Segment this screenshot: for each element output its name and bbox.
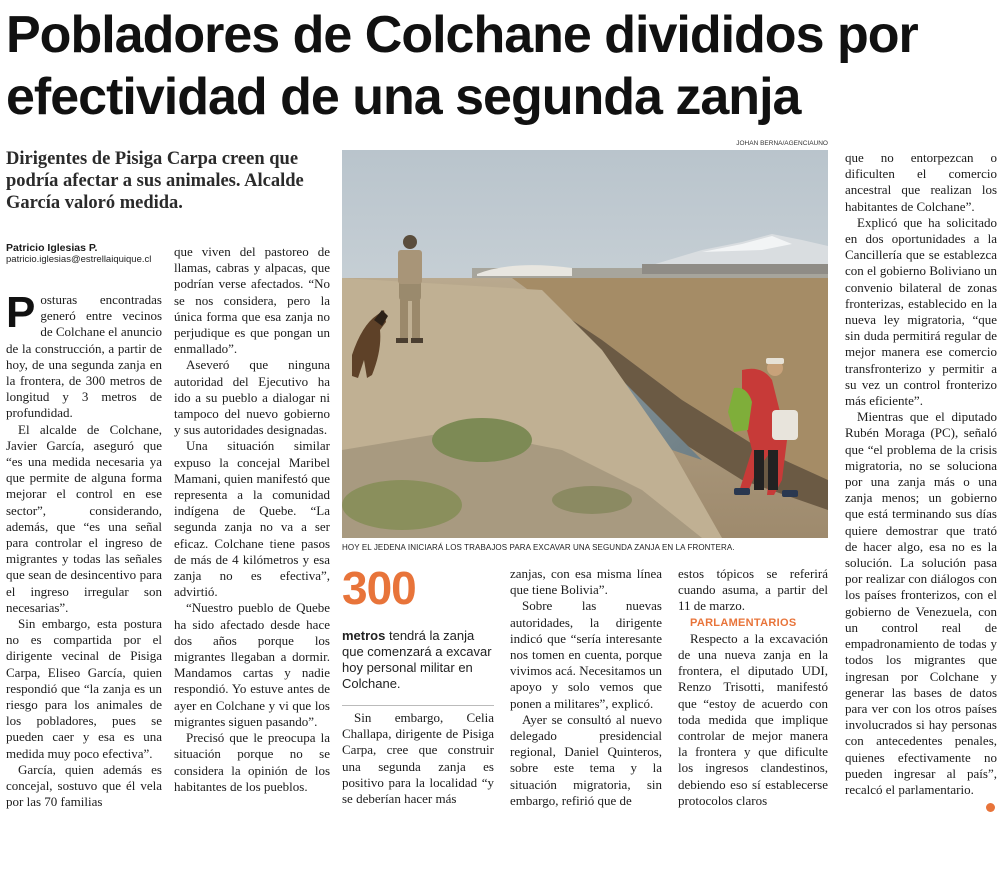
section-heading: PARLAMENTARIOS [690, 616, 797, 629]
subhead: Dirigentes de Pisiga Carpa creen que podría afectar a sus animales. Alcalde García valoró medida. [6, 149, 304, 213]
paragraph: “Nuestro pueblo de Quebe ha sido afectado desde hace dos años porque los migrantes llegaban a dormir. Mandamos cartas y nadie respondió. Yo estuve antes de ayer en Colchane y vi que los migrantes siguen pasando”. [174, 600, 330, 729]
column-2 [174, 244, 330, 795]
paragraph: Una situación similar expuso la concejal Maribel Mamani, quien manifestó que representa a la comunidad indígena de Quebe. “La segunda zanja no va a ser eficaz. Colchane tiene pasos de más de 4 kilómetros y esa zanja no es efectiva”, advirtió. [174, 438, 330, 600]
stat-text [342, 628, 494, 692]
paragraph: Aseveró que ninguna autoridad del Ejecutivo ha ido a su pueblo a dialogar ni tampoco del nuevo gobierno y sus autoridades designadas. [174, 357, 330, 438]
photo-caption: HOY EL JEDENA INICIARÁ LOS TRABAJOS PARA EXCAVAR UNA SEGUNDA ZANJA EN LA FRONTERA. [342, 543, 735, 552]
paragraph: García, quien además es concejal, sostuvo que él vela por las 70 familias [6, 761, 162, 810]
paragraph: Respecto a la excavación de una nueva zanja en la frontera, el diputado UDI, Renzo Trisotti, manifestó que “estoy de acuerdo con toda medida que implique controlar de mejor manera la frontera y que dificulte los ingresos clandestinos, debiendo eso sí establecerse protocolos claros [678, 630, 828, 808]
stat-number: 300 [342, 562, 416, 614]
divider [342, 705, 494, 706]
author-email: patricio.iglesias@estrellaiquique.cl [6, 254, 152, 265]
paragraph: Sin embargo, esta postura no es compartida por el dirigente vecinal de Pisiga Carpa, Eliseo García, quien respondió que “la zanja es un riesgo para los animales de los pobladores, pues se pueden caer y esa es una medida muy poco efectiva”. [6, 616, 162, 761]
paragraph: Explicó que ha solicitado en dos oportunidades a la Cancillería que se establezca con el gobierno Boliviano un convenio bilateral de zonas fronterizas, establecido en la nueva ley migratoria, “que sin duda permitirá regular de mejor manera ese comercio transfronterizo y permitir a su vez un control fronterizo más eficiente”. [845, 214, 997, 409]
byline [6, 242, 166, 266]
paragraph: Precisó que le preocupa la situación porque no se considera la opinión de los habitantes de los pueblos. [174, 730, 330, 794]
paragraph [6, 288, 163, 422]
paragraph: Sobre las nuevas autoridades, la dirigente indicó que “sería interesante nos tomen en cuenta, porque vivimos acá. Necesitamos un apoyo y solo vemos que ponen a militares”, explicó. [510, 598, 662, 711]
stat-unit: metros [342, 628, 386, 643]
column-3 [342, 710, 494, 807]
paragraph: Ayer se consultó al nuevo delegado presidencial regional, Daniel Quinteros, sobre este tema y la situación migratoria, sin embargo, refirió que de [510, 711, 662, 808]
news-photo [342, 150, 828, 538]
photo-credit: JOHAN BERNA/AGENCIAUNO [736, 140, 828, 147]
paragraph: que viven del pastoreo de llamas, cabras y alpacas, que podrían verse afectados. “No se nos considera, pero la única forma que esa zanja no perjudique es que pongan un enmallado”. [174, 244, 330, 357]
paragraph: zanjas, con esa misma línea que tiene Bolivia”. [510, 566, 662, 598]
paragraph: Sin embargo, Celia Challapa, dirigente de Pisiga Carpa, cree que construir una segunda zanja es positivo para la localidad “y se deberían hacer más [342, 710, 494, 807]
stat-description: tendrá la zanja que comenzará a excavar hoy personal militar en Colchane. [342, 628, 492, 691]
headline: Pobladores de Colchane divididos por efectividad de una segunda zanja [6, 6, 918, 126]
end-mark-icon [986, 803, 995, 812]
author-name: Patricio Iglesias P. [6, 242, 98, 254]
column-6 [845, 150, 997, 798]
column-4 [510, 566, 662, 809]
paragraph: que no entorpezcan o dificulten el comercio ancestral que realizan los habitantes de Colchane”. [845, 150, 997, 214]
paragraph: El alcalde de Colchane, Javier García, aseguró que “es una medida necesaria ya que permite de alguna forma mejorar el control en ese sector”, considerando, además, que “es una señal para controlar el ingreso de migrantes y todas las señales que sean de desincentivo para el ingreso irregular son necesarias”. [6, 421, 162, 615]
dropcap: P [6, 288, 36, 337]
column-5 [678, 566, 828, 809]
paragraph: Mientras que el diputado Rubén Moraga (PC), señaló que “el problema de la crisis migratoria, no se soluciona por una zanja más o una zanja menos; un gobierno que está terminando sus días quiere demostrar que trató de hacer algo, esa no es la solución. La solución pasa por realizar con diálogos con los países fronterizos, con el gobierno de Venezuela, con un control real de empadronamiento de todas y todos los migrantes que ingresan por Colchane y generar las bases de datos para ver con los otros países involucrados si hay personas con antecedentes penales, quienes efectivamente no pueden ingresar al país”, recalcó el parlamentario. [845, 409, 997, 797]
paragraph: estos tópicos se referirá cuando asuma, a partir del 11 de marzo. [678, 566, 828, 614]
column-1 [6, 288, 163, 811]
paragraph-text: osturas encontradas generó entre vecinos de Colchane el anuncio de la construcción, a partir de hoy, de una segunda zanja en la frontera, de 300 metros de longitud y 3 metros de profundidad. [6, 292, 163, 421]
